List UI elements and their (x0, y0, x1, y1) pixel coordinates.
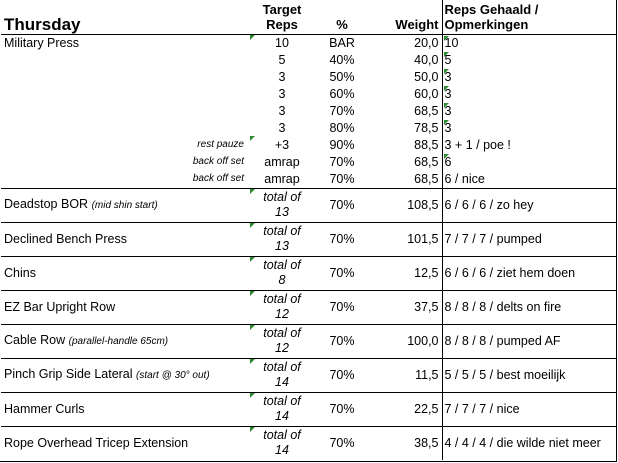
set-note[interactable]: 3 (442, 68, 616, 85)
set-weight[interactable]: 40,0 (414, 52, 439, 67)
set-percent[interactable]: 70% (329, 154, 355, 169)
set-percent[interactable]: 70% (314, 170, 370, 188)
set-label[interactable] (1, 85, 250, 102)
exercise-note[interactable]: 6 / 6 / 6 / ziet hem doen (442, 256, 616, 290)
exercise-detail: (start @ 30° out) (136, 370, 210, 381)
military-press-set-row (1, 119, 616, 136)
exercise-weight[interactable]: 108,5 (370, 188, 442, 222)
exercise-detail: (mid shin start) (91, 200, 158, 211)
exercise-percent[interactable]: 70% (314, 222, 370, 256)
set-note[interactable]: 6 (442, 153, 616, 170)
total-reps[interactable]: total of 14 (250, 426, 314, 460)
day-title[interactable]: Thursday (1, 0, 250, 34)
set-weight[interactable]: 68,5 (414, 154, 439, 169)
exercise-name[interactable]: EZ Bar Upright Row (1, 290, 250, 324)
exercise-percent[interactable]: 70% (329, 436, 355, 451)
exercise-row (1, 426, 616, 460)
military-press-set-row (1, 34, 616, 51)
exercise-percent[interactable]: 70% (314, 188, 370, 222)
set-reps[interactable]: +3 (250, 136, 314, 153)
header-weight[interactable]: Weight (370, 0, 442, 34)
exercise-percent[interactable]: 70% (314, 358, 370, 392)
set-weight[interactable]: 50,0 (414, 69, 439, 84)
set-note[interactable]: 3 (442, 102, 616, 119)
set-reps[interactable]: 5 (278, 52, 286, 67)
military-press-set-row (1, 85, 616, 102)
set-percent[interactable]: 90% (329, 137, 355, 152)
set-reps[interactable]: 3 (278, 120, 286, 135)
comment-marker-icon (250, 427, 255, 432)
total-reps[interactable]: total of 12 (250, 290, 314, 324)
total-reps[interactable]: total of 13 (250, 188, 314, 222)
set-weight[interactable]: 78,5 (414, 120, 439, 135)
exercise-name[interactable]: Hammer Curls (1, 392, 250, 426)
exercise-weight[interactable]: 11,5 (370, 358, 442, 392)
set-note[interactable]: 10 (442, 34, 616, 51)
exercise-name[interactable]: Chins (1, 256, 250, 290)
set-note[interactable]: 3 (442, 119, 616, 136)
exercise-note[interactable]: 6 / 6 / 6 / zo hey (442, 188, 616, 222)
total-reps[interactable]: total of 14 (250, 392, 314, 426)
comment-marker-icon (444, 120, 449, 125)
set-reps[interactable]: amrap (264, 154, 300, 169)
exercise-weight[interactable]: 101,5 (370, 222, 442, 256)
comment-marker-icon (250, 359, 255, 364)
set-percent[interactable]: BAR (329, 35, 355, 50)
total-reps[interactable]: total of 14 (250, 358, 314, 392)
set-note[interactable]: 5 (442, 51, 616, 68)
set-weight[interactable]: 68,5 (370, 170, 442, 188)
military-press-set-row (1, 153, 616, 170)
exercise-name[interactable]: Deadstop BOR (mid shin start) (1, 188, 250, 222)
header-notes[interactable] (442, 0, 616, 34)
header-notes-line1: Reps Gehaald / (444, 1, 539, 17)
exercise-name[interactable]: Cable Row (parallel-handle 65cm) (1, 324, 250, 358)
exercise-weight[interactable]: 12,5 (370, 256, 442, 290)
workout-table (1, 0, 616, 460)
set-reps[interactable]: amrap (250, 170, 314, 188)
exercise-percent[interactable]: 70% (314, 290, 370, 324)
exercise-percent[interactable]: 70% (314, 324, 370, 358)
comment-marker-icon (444, 36, 449, 41)
comment-marker-icon (250, 35, 255, 40)
exercise-weight[interactable]: 100,0 (370, 324, 442, 358)
exercise-row (1, 324, 616, 358)
exercise-note[interactable]: 5 / 5 / 5 / best moeilijk (442, 358, 616, 392)
military-press-set-row (1, 51, 616, 68)
set-percent[interactable]: 60% (329, 86, 355, 101)
total-reps[interactable]: total of 12 (250, 324, 314, 358)
set-label[interactable] (1, 51, 250, 68)
comment-marker-icon (444, 86, 449, 91)
exercise-detail: (parallel-handle 65cm) (68, 336, 169, 347)
comment-marker-icon (444, 103, 449, 108)
exercise-note[interactable]: 8 / 8 / 8 / pumped AF (442, 324, 616, 358)
header-target-reps-line2: Reps (266, 16, 298, 32)
exercise-row (1, 290, 616, 324)
exercise-name[interactable]: Pinch Grip Side Lateral (start @ 30° out) (1, 358, 250, 392)
exercise-row (1, 222, 616, 256)
set-weight[interactable]: 68,5 (414, 103, 439, 118)
exercise-name[interactable]: Military Press (4, 35, 80, 50)
set-note[interactable]: 3 + 1 / poe ! (442, 136, 616, 153)
comment-marker-icon (250, 257, 255, 262)
exercise-percent[interactable]: 70% (314, 392, 370, 426)
set-weight[interactable]: 20,0 (414, 35, 439, 50)
set-note[interactable]: 6 / nice (442, 170, 616, 188)
set-note[interactable]: 3 (442, 85, 616, 102)
comment-marker-icon (250, 223, 255, 228)
set-percent[interactable]: 80% (329, 120, 355, 135)
exercise-row (1, 392, 616, 426)
header-target-reps[interactable] (250, 0, 314, 34)
exercise-weight[interactable]: 37,5 (370, 290, 442, 324)
military-press-set-row (1, 136, 616, 153)
exercise-row (1, 256, 616, 290)
exercise-note[interactable]: 4 / 4 / 4 / die wilde niet meer (442, 426, 616, 460)
military-press-set-row (1, 102, 616, 119)
exercise-weight[interactable]: 22,5 (370, 392, 442, 426)
exercise-percent[interactable]: 70% (314, 256, 370, 290)
comment-marker-icon (250, 291, 255, 296)
set-percent[interactable]: 40% (329, 52, 355, 67)
set-reps[interactable]: 3 (278, 69, 286, 84)
set-label[interactable] (1, 68, 250, 85)
set-percent[interactable]: 50% (329, 69, 355, 84)
exercise-weight[interactable]: 38,5 (414, 436, 439, 451)
exercise-row (1, 358, 616, 392)
comment-marker-icon (250, 136, 255, 141)
comment-marker-icon (444, 52, 449, 57)
set-weight[interactable]: 88,5 (414, 137, 439, 152)
exercise-name[interactable]: Rope Overhead Tricep Extension (4, 436, 189, 451)
exercise-note[interactable]: 7 / 7 / 7 / pumped (442, 222, 616, 256)
comment-marker-icon (444, 154, 449, 159)
set-percent[interactable]: 70% (329, 103, 355, 118)
set-weight[interactable]: 60,0 (414, 86, 439, 101)
exercise-name[interactable]: Declined Bench Press (1, 222, 250, 256)
exercise-row (1, 188, 616, 222)
comment-marker-icon (250, 393, 255, 398)
military-press-set-row (1, 170, 616, 188)
header-target-reps-line1: Target (262, 1, 302, 17)
exercise-note[interactable]: 8 / 8 / 8 / delts on fire (442, 290, 616, 324)
set-reps[interactable]: 3 (278, 86, 286, 101)
header-notes-line2: Opmerkingen (444, 16, 529, 32)
total-reps[interactable]: total of 8 (250, 256, 314, 290)
set-reps[interactable]: 3 (278, 103, 286, 118)
comment-marker-icon (250, 325, 255, 330)
set-reps[interactable]: 10 (250, 34, 314, 51)
military-press-set-row (1, 68, 616, 85)
set-label[interactable]: back off set (192, 155, 244, 167)
comment-marker-icon (444, 69, 449, 74)
header-percent[interactable]: % (314, 0, 370, 34)
header-row (1, 0, 616, 34)
set-label[interactable]: rest pauze (197, 138, 244, 150)
set-label[interactable] (1, 102, 250, 119)
comment-marker-icon (250, 189, 255, 194)
total-reps[interactable]: total of 13 (250, 222, 314, 256)
exercise-note[interactable]: 7 / 7 / 7 / nice (442, 392, 616, 426)
set-label[interactable] (1, 119, 250, 136)
set-label[interactable]: back off set (1, 170, 250, 188)
